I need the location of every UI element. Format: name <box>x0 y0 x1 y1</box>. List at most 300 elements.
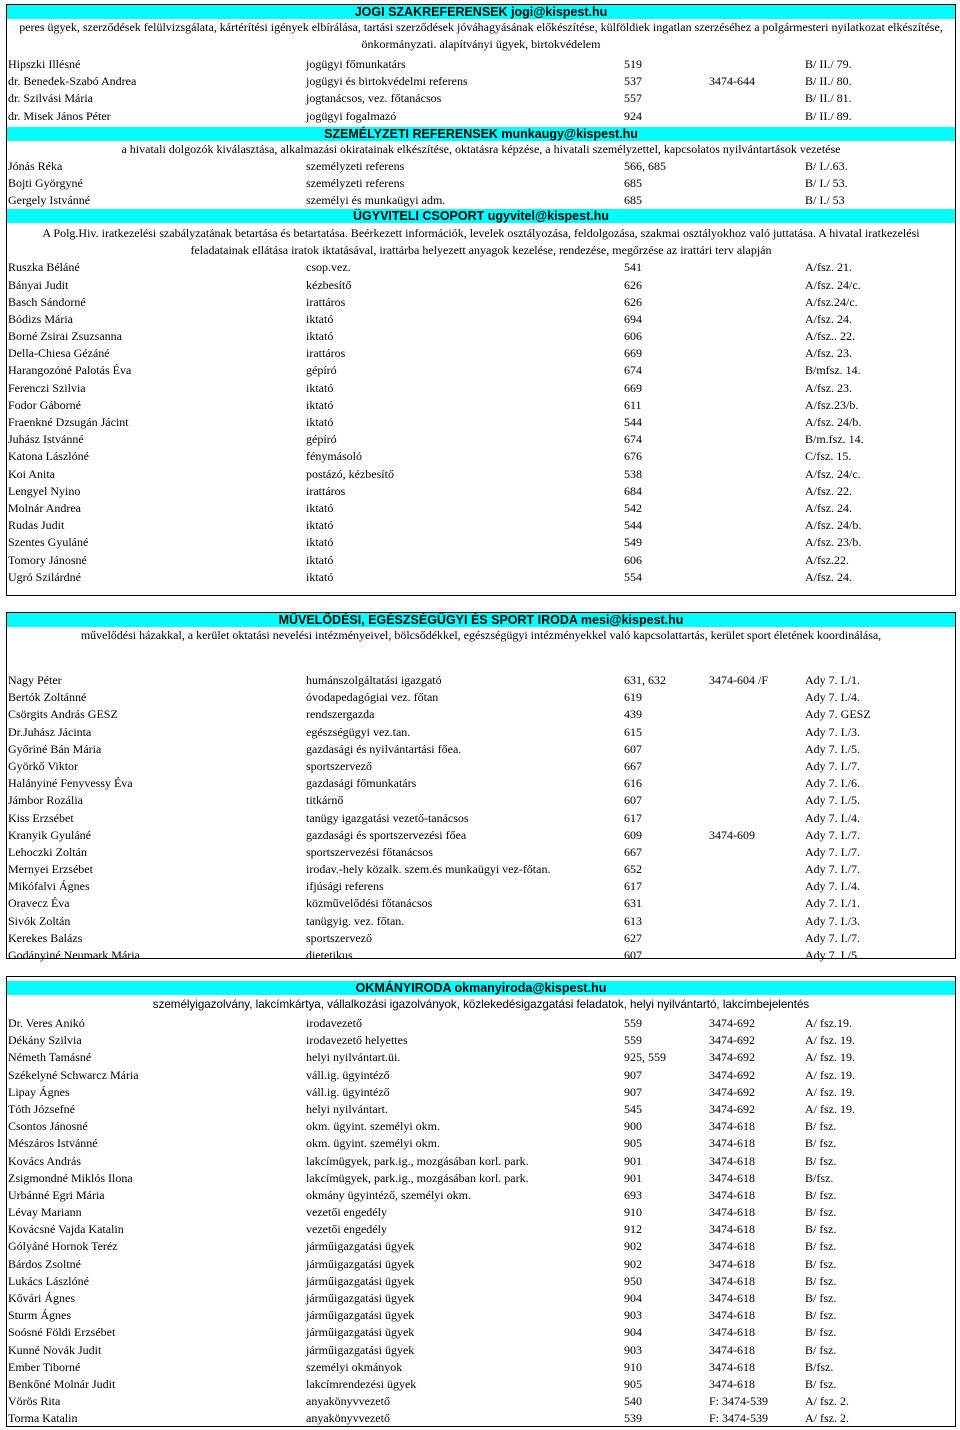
name-cell: Jónás Réka <box>8 158 63 173</box>
extension-cell: 540 <box>624 1394 642 1409</box>
extension-cell: 905 <box>624 1376 642 1391</box>
table-row <box>7 448 955 465</box>
role-cell: lakcímrendezési ügyek <box>306 1376 417 1391</box>
name-cell: Kovács András <box>8 1153 81 1168</box>
role-cell: kézbesítő <box>306 277 352 292</box>
extension-cell: 685 <box>624 193 642 208</box>
room-cell: Ady 7. I./7. <box>805 758 860 773</box>
room-cell: Ady 7. I./1. <box>805 673 860 687</box>
table-row <box>7 517 955 534</box>
role-cell: postázó, kézbesítő <box>306 466 394 481</box>
phone-cell: 3474-618 <box>709 1359 755 1374</box>
room-cell: Ady 7. I./7. <box>805 844 860 859</box>
table-row <box>7 1342 955 1359</box>
room-cell: B/ fsz. <box>805 1291 837 1305</box>
extension-cell: 907 <box>624 1084 642 1099</box>
role-cell: egészségügyi vez.tan. <box>306 724 411 739</box>
name-cell: Jámbor Rozália <box>8 793 83 808</box>
table-row <box>7 380 955 397</box>
phone-cell: 3474-692 <box>709 1033 755 1048</box>
role-cell: járműigazgatási ügyek <box>306 1308 415 1323</box>
room-cell: B/ fsz. <box>805 1376 837 1391</box>
table-row <box>7 414 955 431</box>
name-cell: Győriné Bán Mária <box>8 741 102 756</box>
role-cell: lakcímügyek, park.ig., mozgásában korl. park. <box>306 1170 529 1185</box>
section-header-szemelyzeti: SZEMÉLYZETI REFERENSEK munkaugy@kispest.hu <box>7 127 955 141</box>
phone-cell: 3474-618 <box>709 1136 755 1151</box>
section-desc-jogi: peres ügyek, szerződések felülvizsgálata, kártérítési igények elbírálása, tartási szerződések jóváhagyásának előkészítése, külföldiek ingatlan szerzéséhez a polgármesteri nyilatkozat elkészítése, önkormányzati. alapítványi ügyek, birtokvédelem <box>19 20 943 51</box>
phone-cell: 3474-618 <box>709 1170 755 1185</box>
room-cell: C/fsz. 15. <box>805 449 852 464</box>
extension-cell: 901 <box>624 1170 642 1185</box>
table-row <box>7 1015 955 1032</box>
name-cell: Kerekes Balázs <box>8 930 83 945</box>
name-cell: Lévay Mariann <box>8 1205 82 1220</box>
role-cell: helyi nyilvántart.üi. <box>306 1050 401 1065</box>
table-row <box>7 913 955 930</box>
role-cell: sportszervező <box>306 930 372 945</box>
role-cell: járműigazgatási ügyek <box>306 1256 415 1271</box>
name-cell: Borné Zsirai Zsuzsanna <box>8 329 122 344</box>
table-row <box>7 397 955 414</box>
table-row <box>7 431 955 448</box>
table-row <box>7 1238 955 1255</box>
name-cell: Bányai Judit <box>8 277 69 292</box>
name-cell: Kovácsné Vajda Katalin <box>8 1222 124 1237</box>
role-cell: jogtanácsos, vez. főtanácsos <box>306 91 442 106</box>
extension-cell: 924 <box>624 108 642 123</box>
name-cell: Sturm Ágnes <box>8 1308 71 1323</box>
role-cell: iktató <box>306 311 334 326</box>
role-cell: tanügyig. vez. főtan. <box>306 913 405 928</box>
role-cell: anyakönyvvezető <box>306 1411 390 1426</box>
role-cell: személyi okmányok <box>306 1359 403 1374</box>
role-cell: irodavezető helyettes <box>306 1033 408 1048</box>
room-cell: B/ fsz. <box>805 1308 837 1323</box>
phone-cell: 3474-618 <box>709 1308 755 1323</box>
room-cell: Ady 7. I./3. <box>805 724 860 739</box>
table-row <box>7 827 955 844</box>
extension-cell: 685 <box>624 175 642 190</box>
name-cell: Tomory Jánosné <box>8 552 87 567</box>
table-row <box>7 192 955 209</box>
name-cell: Bárdos Zsoltné <box>8 1256 81 1271</box>
section-desc-ugyviteli: A Polg.Hiv. iratkezelési szabályzatának betartása és betartatása. Beérkezett információk, levelek osztályozása, feldolgozása, szakmai osztályokhoz való juttatása. A hivatal iratkezelési feladatainak ellátása iratok iktatásával, irattárba helyezett anyagok kezelése, rendezése, megőrzése az irattári terv alapján <box>42 226 920 258</box>
room-cell: Ady 7. I./7. <box>805 827 860 842</box>
table-row <box>7 1204 955 1221</box>
name-cell: Kiss Erzsébet <box>8 810 74 825</box>
role-cell: irodavezető <box>306 1016 362 1030</box>
room-cell: Ady 7. I./4. <box>805 690 860 705</box>
role-cell: iktató <box>306 329 334 344</box>
room-cell: A/fsz.22. <box>805 552 849 567</box>
room-cell: Ady 7. I./5. <box>805 741 860 756</box>
extension-cell: 544 <box>624 518 642 533</box>
table-row <box>7 1410 955 1427</box>
table-row <box>7 345 955 362</box>
role-cell: anyakönyvvezető <box>306 1394 390 1409</box>
name-cell: Dr. Veres Anikó <box>8 1016 85 1030</box>
section-desc-okmany: személyigazolvány, lakcímkártya, vállalkozási igazolványok, közlekedésigazgatási feladatok, helyi nyilvántartó, lakcímbejelentés <box>152 998 810 1011</box>
block-jogi-szemelyzeti-ugyviteli <box>6 4 956 596</box>
role-cell: iktató <box>306 552 334 567</box>
table-row <box>7 1256 955 1273</box>
room-cell: A/ fsz. 2. <box>805 1411 849 1426</box>
phone-cell: 3474-604 /F <box>709 673 769 687</box>
role-cell: iktató <box>306 569 334 584</box>
role-cell: jogügyi fogalmazó <box>306 108 397 123</box>
extension-cell: 615 <box>624 724 642 739</box>
table-row <box>7 311 955 328</box>
extension-cell: 611 <box>624 397 642 412</box>
room-cell: B/ fsz. <box>805 1239 837 1254</box>
phone-cell: 3474-618 <box>709 1222 755 1237</box>
table-row <box>7 175 955 192</box>
name-cell: Ugró Szilárdné <box>8 569 81 584</box>
table-row <box>7 844 955 861</box>
phone-cell: 3474-618 <box>709 1205 755 1220</box>
extension-cell: 652 <box>624 862 642 877</box>
name-cell: Mészáros Istvánné <box>8 1136 98 1151</box>
room-cell: A/ fsz. 19. <box>805 1050 855 1065</box>
room-cell: A/fsz. 21. <box>805 260 852 275</box>
extension-cell: 910 <box>624 1359 642 1374</box>
name-cell: Szentes Gyuláné <box>8 535 89 550</box>
table-row <box>7 500 955 517</box>
extension-cell: 619 <box>624 690 642 705</box>
room-cell: A/fsz. 23. <box>805 346 852 361</box>
name-cell: Bojti Györgyné <box>8 175 83 190</box>
table-okmany <box>7 1015 955 1428</box>
table-row <box>7 878 955 895</box>
table-szemelyzeti <box>7 158 955 210</box>
role-cell: járműigazgatási ügyek <box>306 1342 415 1357</box>
block-mesi <box>6 612 956 962</box>
role-cell: iktató <box>306 500 334 515</box>
name-cell: dr. Benedek-Szabó Andrea <box>8 74 137 89</box>
room-cell: A/fsz. 24/b. <box>805 518 862 533</box>
extension-cell: 694 <box>624 311 642 326</box>
extension-cell: 904 <box>624 1325 642 1340</box>
extension-cell: 902 <box>624 1256 642 1271</box>
name-cell: Kunné Novák Judit <box>8 1342 102 1357</box>
name-cell: Oravecz Éva <box>8 896 70 911</box>
role-cell: jogügyi főmunkatárs <box>306 57 406 71</box>
name-cell: Ruszka Béláné <box>8 260 80 275</box>
table-row <box>7 466 955 483</box>
extension-cell: 609 <box>624 827 642 842</box>
room-cell: Ady 7. GESZ <box>805 707 871 722</box>
room-cell: A/ fsz. 19. <box>805 1084 855 1099</box>
table-row <box>7 158 955 175</box>
table-row <box>7 1084 955 1101</box>
extension-cell: 519 <box>624 57 642 71</box>
role-cell: járműigazgatási ügyek <box>306 1325 415 1340</box>
section-header-jogi: JOGI SZAKREFERENSEK jogi@kispest.hu <box>7 5 955 19</box>
table-row <box>7 1273 955 1290</box>
role-cell: ifjúsági referens <box>306 879 384 894</box>
room-cell: A/fsz.23/b. <box>805 397 859 412</box>
extension-cell: 607 <box>624 948 642 962</box>
extension-cell: 912 <box>624 1222 642 1237</box>
table-row <box>7 552 955 569</box>
extension-cell: 607 <box>624 741 642 756</box>
name-cell: Dr.Juhász Jácinta <box>8 724 92 739</box>
extension-cell: 541 <box>624 260 642 275</box>
role-cell: gazdasági és nyilvántartási főea. <box>306 741 462 756</box>
table-row <box>7 1170 955 1187</box>
role-cell: személyzeti referens <box>306 158 405 173</box>
extension-cell: 631, 632 <box>624 673 666 687</box>
name-cell: Kranyik Gyuláné <box>8 827 91 842</box>
extension-cell: 684 <box>624 483 642 498</box>
name-cell: Dékány Szilvia <box>8 1033 82 1048</box>
name-cell: Halányiné Fenyvessy Éva <box>8 776 133 791</box>
table-row <box>7 1118 955 1135</box>
extension-cell: 904 <box>624 1291 642 1305</box>
room-cell: A/fsz. 24. <box>805 569 852 584</box>
phone-cell: 3474-618 <box>709 1291 755 1305</box>
room-cell: A/fsz. 24. <box>805 500 852 515</box>
role-cell: vezetői engedély <box>306 1205 387 1220</box>
name-cell: Della-Chiesa Gézáné <box>8 346 110 361</box>
extension-cell: 557 <box>624 91 642 106</box>
table-row <box>7 895 955 912</box>
room-cell: B/ fsz. <box>805 1136 837 1151</box>
extension-cell: 669 <box>624 346 642 361</box>
role-cell: tanügy igazgatási vezető-tanácsos <box>306 810 469 825</box>
table-jogi <box>7 56 955 125</box>
extension-cell: 613 <box>624 913 642 928</box>
extension-cell: 907 <box>624 1067 642 1082</box>
extension-cell: 950 <box>624 1273 642 1288</box>
extension-cell: 542 <box>624 500 642 515</box>
name-cell: Harangozóné Palotás Éva <box>8 363 132 378</box>
name-cell: Vörös Rita <box>8 1394 61 1409</box>
extension-cell: 554 <box>624 569 642 584</box>
block-okmany <box>6 976 956 1427</box>
role-cell: sportszervezési főtanácsos <box>306 844 433 859</box>
table-row <box>7 1307 955 1324</box>
table-row <box>7 569 955 586</box>
room-cell: B/ I./ 53. <box>805 175 848 190</box>
extension-cell: 901 <box>624 1153 642 1168</box>
extension-cell: 439 <box>624 707 642 722</box>
name-cell: Ember Tiborné <box>8 1359 81 1374</box>
room-cell: B/ fsz. <box>805 1342 837 1357</box>
role-cell: iktató <box>306 380 334 395</box>
role-cell: váll.ig. ügyintéző <box>306 1084 390 1099</box>
room-cell: B/fsz. <box>805 1359 834 1374</box>
name-cell: Mikófalvi Ágnes <box>8 879 90 894</box>
role-cell: okmány ügyintéző, személyi okm. <box>306 1187 471 1202</box>
name-cell: Székelyné Schwarcz Mária <box>8 1067 139 1082</box>
extension-cell: 627 <box>624 930 642 945</box>
role-cell: közművelődési főtanácsos <box>306 896 433 911</box>
phone-cell: 3474-618 <box>709 1239 755 1254</box>
room-cell: A/fsz. 24/c. <box>805 277 861 292</box>
section-header-okmany: OKMÁNYIRODA okmanyiroda@kispest.hu <box>7 981 955 995</box>
section-header-ugyviteli: ÜGYVITELI CSOPORT ugyvitel@kispest.hu <box>7 209 955 223</box>
room-cell: B/mfsz. 14. <box>805 363 861 378</box>
name-cell: Hipszki Illésné <box>8 57 81 71</box>
room-cell: A/fsz.24/c. <box>805 294 858 309</box>
phone-cell: F: 3474-539 <box>709 1394 769 1409</box>
name-cell: Lukács Lászlóné <box>8 1273 89 1288</box>
name-cell: dr. Szilvási Mária <box>8 91 93 106</box>
table-row <box>7 930 955 947</box>
room-cell: B/ II./ 81. <box>805 91 852 106</box>
extension-cell: 606 <box>624 329 642 344</box>
name-cell: Mernyei Erzsébet <box>8 862 93 877</box>
role-cell: iktató <box>306 415 334 429</box>
room-cell: B/ fsz. <box>805 1187 837 1202</box>
extension-cell: 545 <box>624 1101 642 1116</box>
role-cell: vezetői engedély <box>306 1222 387 1237</box>
room-cell: Ady 7. I./4. <box>805 879 860 894</box>
table-row <box>7 706 955 723</box>
room-cell: A/fsz. 24. <box>805 311 852 326</box>
room-cell: A/ fsz. 19. <box>805 1067 855 1082</box>
name-cell: Csontos Jánosné <box>8 1119 88 1134</box>
extension-cell: 539 <box>624 1411 642 1426</box>
table-ugyviteli <box>7 259 955 586</box>
extension-cell: 674 <box>624 432 642 447</box>
role-cell: gépíró <box>306 363 337 378</box>
name-cell: Juhász Istvánné <box>8 432 84 447</box>
extension-cell: 549 <box>624 535 642 550</box>
role-cell: irattáros <box>306 483 346 498</box>
table-row <box>7 1049 955 1066</box>
role-cell: járműigazgatási ügyek <box>306 1239 415 1254</box>
name-cell: Bertók Zoltánné <box>8 690 87 705</box>
room-cell: A/fsz. 22. <box>805 483 852 498</box>
room-cell: Ady 7. I./5. <box>805 948 860 962</box>
name-cell: Soósné Földi Erzsébet <box>8 1325 116 1340</box>
role-cell: gazdasági főmunkatárs <box>306 776 417 791</box>
role-cell: csop.vez. <box>306 260 351 275</box>
table-row <box>7 259 955 276</box>
role-cell: iktató <box>306 518 334 533</box>
table-row <box>7 90 955 107</box>
role-cell: irodav.-hely közalk. szem.és munkaügyi vez-főtan. <box>306 862 551 877</box>
name-cell: Molnár Andrea <box>8 500 81 515</box>
extension-cell: 606 <box>624 552 642 567</box>
extension-cell: 559 <box>624 1016 642 1030</box>
phone-cell: 3474-618 <box>709 1187 755 1202</box>
phone-cell: 3474-644 <box>709 74 755 89</box>
role-cell: rendszergazda <box>306 707 375 722</box>
phone-cell: 3474-618 <box>709 1153 755 1168</box>
room-cell: B/m.fsz. 14. <box>805 432 864 447</box>
name-cell: dr. Misek János Péter <box>8 108 111 123</box>
role-cell: okm. ügyint. személyi okm. <box>306 1136 440 1151</box>
role-cell: irattáros <box>306 294 346 309</box>
room-cell: Ady 7. I./1. <box>805 896 860 911</box>
room-cell: A/fsz. 23/b. <box>805 535 862 550</box>
table-row <box>7 1221 955 1238</box>
room-cell: Ady 7. I./7. <box>805 862 860 877</box>
table-row <box>7 689 955 706</box>
table-mesi <box>7 672 955 964</box>
name-cell: Godányiné Neumark Mária <box>8 948 140 962</box>
name-cell: Fodor Gáborné <box>8 397 81 412</box>
room-cell: Ady 7. I./5. <box>805 793 860 808</box>
role-cell: iktató <box>306 535 334 550</box>
phone-cell: 3474-692 <box>709 1016 755 1030</box>
table-row <box>7 56 955 73</box>
room-cell: Ady 7. I./3. <box>805 913 860 928</box>
name-cell: Sivók Zoltán <box>8 913 71 928</box>
phone-cell: 3474-692 <box>709 1084 755 1099</box>
role-cell: titkárnő <box>306 793 344 808</box>
role-cell: óvodapedagógiai vez. főtan <box>306 690 439 705</box>
role-cell: járműigazgatási ügyek <box>306 1291 415 1305</box>
table-row <box>7 108 955 125</box>
extension-cell: 631 <box>624 896 642 911</box>
section-desc-mesi: művelődési házakkal, a kerület oktatási nevelési intézményeivel, bölcsődékkel, egészségügyi intézményekkel való kapcsolattartás, kerület sport életének koordinálása, <box>80 628 882 642</box>
table-row <box>7 1135 955 1152</box>
room-cell: B/ II./ 80. <box>805 74 852 89</box>
extension-cell: 626 <box>624 277 642 292</box>
role-cell: járműigazgatási ügyek <box>306 1273 415 1288</box>
table-row <box>7 1187 955 1204</box>
role-cell: személyi és munkaügyi adm. <box>306 193 446 208</box>
extension-cell: 559 <box>624 1033 642 1048</box>
room-cell: A/fsz. 23. <box>805 380 852 395</box>
table-row <box>7 792 955 809</box>
table-row <box>7 758 955 775</box>
table-row <box>7 1290 955 1307</box>
name-cell: Tóth Józsefné <box>8 1101 75 1116</box>
room-cell: B/ II./ 89. <box>805 108 852 123</box>
extension-cell: 693 <box>624 1187 642 1202</box>
table-row <box>7 1376 955 1393</box>
role-cell: lakcímügyek, park.ig., mozgásában korl. park. <box>306 1153 529 1168</box>
role-cell: helyi nyilvántart. <box>306 1101 388 1116</box>
room-cell: B/ fsz. <box>805 1153 837 1168</box>
phone-cell: 3474-618 <box>709 1376 755 1391</box>
role-cell: váll.ig. ügyintéző <box>306 1067 390 1082</box>
room-cell: A/ fsz. 2. <box>805 1394 849 1409</box>
role-cell: humánszolgáltatási igazgató <box>306 673 442 687</box>
name-cell: Torma Katalin <box>8 1411 78 1426</box>
phone-cell: 3474-618 <box>709 1119 755 1134</box>
extension-cell: 674 <box>624 363 642 378</box>
extension-cell: 537 <box>624 74 642 89</box>
room-cell: B/ II./ 79. <box>805 57 852 71</box>
table-row <box>7 1359 955 1376</box>
phone-cell: 3474-692 <box>709 1050 755 1065</box>
section-header-mesi: MŰVELŐDÉSI, EGÉSZSÉGÜGYI ÉS SPORT IRODA mesi@kispest.hu <box>7 613 955 627</box>
name-cell: Ferenczi Szilvia <box>8 380 86 395</box>
table-row <box>7 1324 955 1341</box>
name-cell: Gergely Istvánné <box>8 193 91 208</box>
room-cell: Ady 7. I./4. <box>805 810 860 825</box>
name-cell: Basch Sándorné <box>8 294 86 309</box>
section-desc-szemelyzeti: a hivatali dolgozók kiválasztása, alkalmazási okiratainak elkészítése, oktatásra képzése, a hivatali személyzettel, kapcsolatos nyilvántartások vezetése <box>121 141 841 156</box>
phone-cell: 3474-618 <box>709 1342 755 1357</box>
phone-cell: 3474-692 <box>709 1067 755 1082</box>
table-row <box>7 294 955 311</box>
table-row <box>7 861 955 878</box>
table-row <box>7 328 955 345</box>
room-cell: Ady 7. I./7. <box>805 930 860 945</box>
table-row <box>7 724 955 741</box>
name-cell: Katona Lászlóné <box>8 449 89 464</box>
name-cell: Györkő Viktor <box>8 758 79 773</box>
room-cell: A/ fsz.19. <box>805 1016 852 1030</box>
